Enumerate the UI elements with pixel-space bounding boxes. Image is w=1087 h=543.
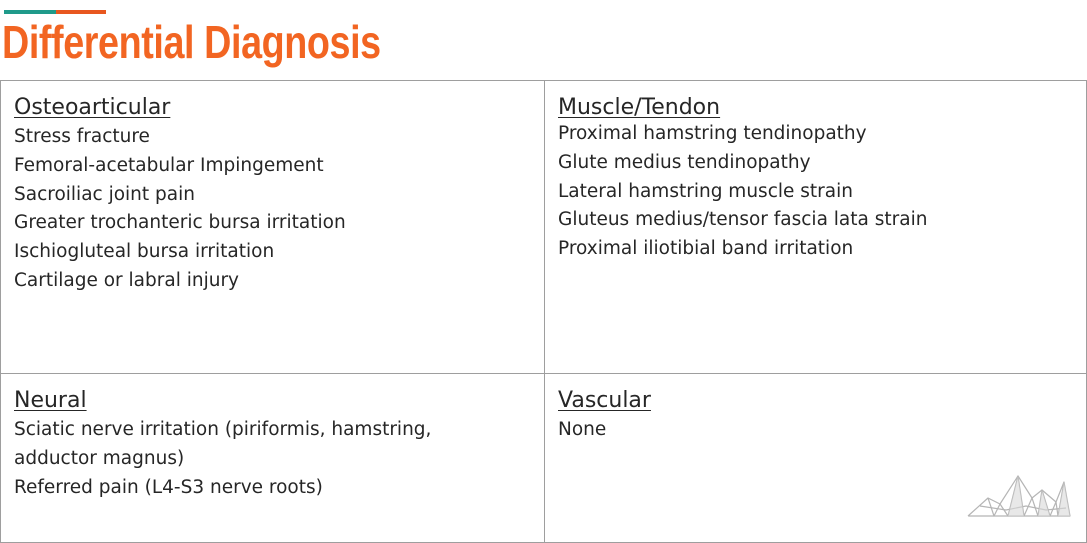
list-item: Referred pain (L4-S3 nerve roots) [14,476,323,498]
list-item: None [558,419,607,440]
list-item: Greater trochanteric bursa irritation [14,212,346,234]
list-item: Proximal iliotibial band irritation [558,238,854,260]
list-item: Stress fracture [14,126,150,147]
list-item: Proximal hamstring tendinopathy [558,123,867,144]
list-item: adductor magnus) [14,447,185,469]
item-list [14,123,532,296]
list-item: Sacroiliac joint pain [14,183,195,205]
cell-osteoarticular [0,80,544,373]
section-heading: Muscle/Tendon [558,95,721,120]
list-item: Glute medius tendinopathy [558,151,811,173]
cell-neural [0,373,544,543]
list-item: Ischiogluteal bursa irritation [14,241,275,263]
list-item: Sciatic nerve irritation (piriformis, hamstring, [14,419,432,440]
section-heading: Vascular [558,388,651,413]
page-title: Differential Diagnosis [2,16,381,68]
cell-vascular [544,373,1087,543]
diagnosis-table [0,80,1087,543]
cell-muscle-tendon [544,80,1087,373]
item-list [14,416,532,502]
mountain-logo-icon [966,472,1072,518]
item-list [558,416,1074,445]
list-item: Gluteus medius/tensor fascia lata strain [558,209,928,231]
section-heading: Neural [14,388,87,413]
section-heading: Osteoarticular [14,95,171,120]
item-list [558,120,1074,264]
list-item: Cartilage or labral injury [14,269,240,291]
list-item: Femoral-acetabular Impingement [14,154,324,176]
list-item: Lateral hamstring muscle strain [558,180,853,202]
